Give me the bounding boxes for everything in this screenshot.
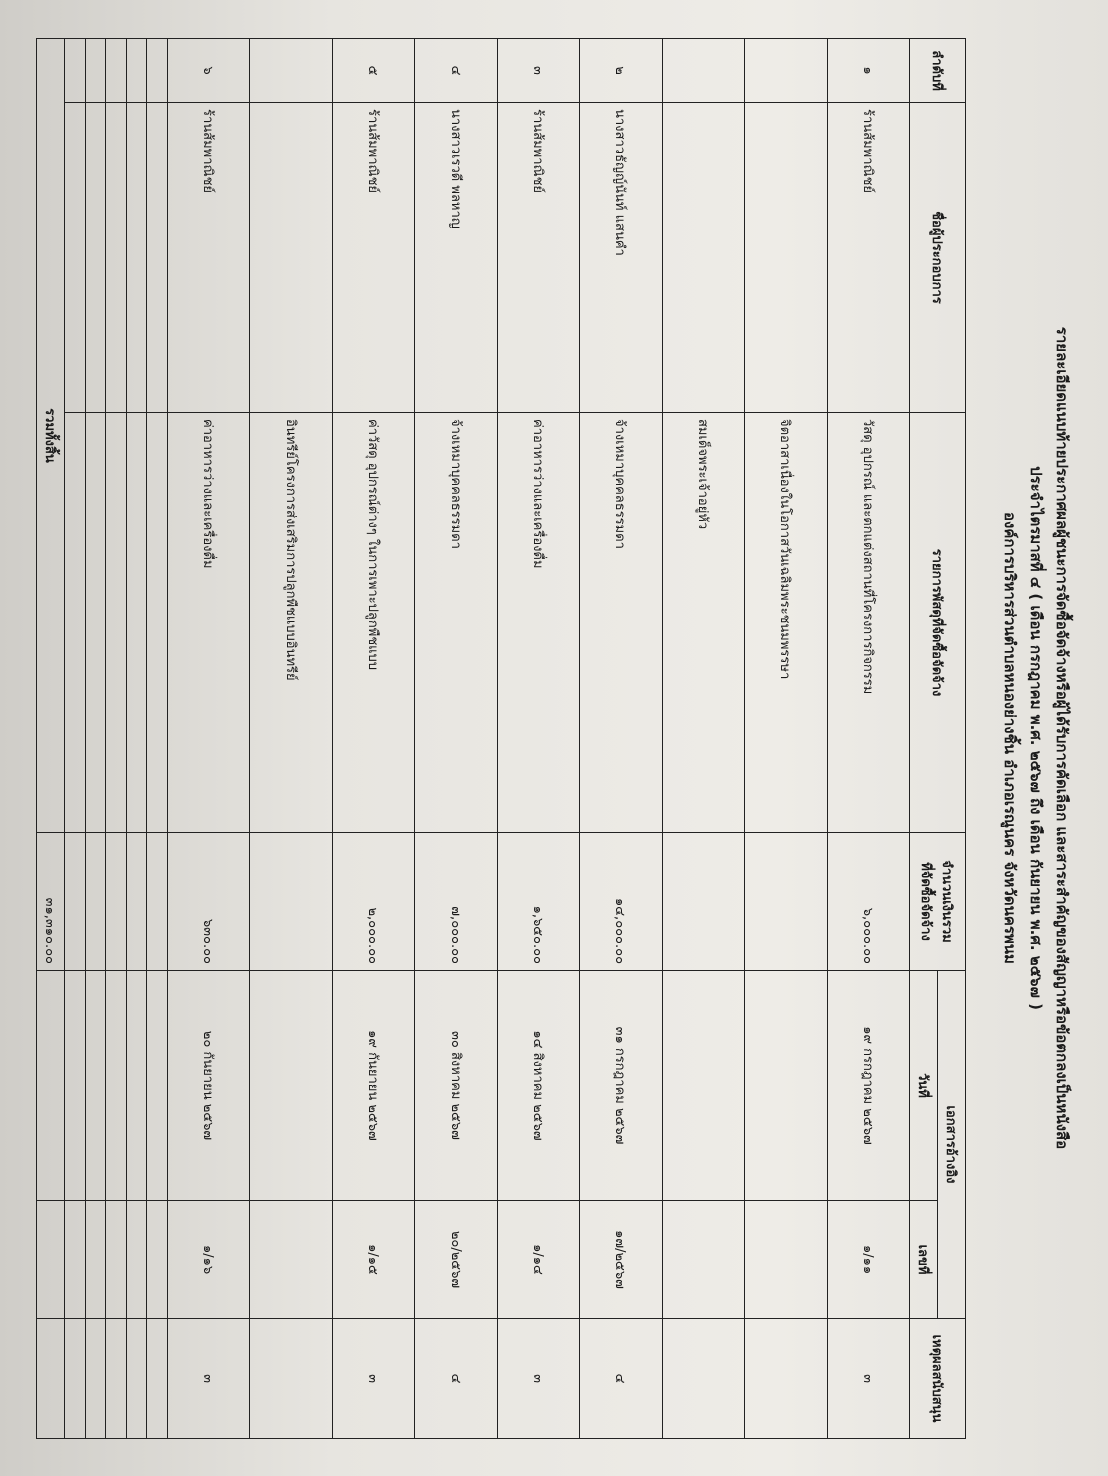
cell-ref-no — [106, 1201, 127, 1319]
cell-date: ๓๑ กรกฎาคม ๒๕๖๗ — [580, 971, 662, 1201]
header-amount-line-2: ที่จัดซื้อจัดจ้าง — [918, 862, 934, 941]
cell-seq — [662, 39, 744, 103]
cell-ref-no — [65, 1201, 86, 1319]
total-empty-reason — [37, 1319, 65, 1439]
cell-vendor: ร้านส้มพาณิชย์ — [497, 103, 579, 413]
total-amount: ๓๑,๓๑๐.๐๐ — [37, 833, 65, 971]
cell-item: ค่าวัสดุ อุปกรณ์ต่างๆ ในการเพาะปลูกพืชแบบ — [332, 413, 414, 833]
header-amount-line-1: จำนวนเงินรวม — [939, 860, 955, 943]
cell-ref-no: ๑/๑๔ — [497, 1201, 579, 1319]
cell-seq: ๑ — [827, 39, 909, 103]
cell-ref-no: ๑๗/๒๕๖๗ — [580, 1201, 662, 1319]
total-label: รวมทั้งสิ้น — [37, 39, 65, 833]
cell-date — [106, 971, 127, 1201]
cell-ref-no — [147, 1201, 168, 1319]
cell-date — [662, 971, 744, 1201]
cell-amount — [106, 833, 127, 971]
cell-item: อินทรีย์โครงการส่งเสริมการปลูกพืชแบบอินทรีย์ — [250, 413, 332, 833]
header-item: รายการพัสดุที่จัดซื้อจัดจ้าง — [910, 413, 966, 833]
cell-item: จิตอาสาเนื่องในโอกาสวันเฉลิมพระชนมพรรษา — [745, 413, 827, 833]
cell-date: ๒๐ กันยายน ๒๕๖๗ — [168, 971, 250, 1201]
cell-vendor: นางสาวเรวดี พลหาญ — [415, 103, 497, 413]
cell-amount: ๗,๐๐๐.๐๐ — [415, 833, 497, 971]
cell-ref-no — [126, 1201, 147, 1319]
cell-date: ๓๐ สิงหาคม ๒๕๖๗ — [415, 971, 497, 1201]
header-ref-no: เลขที่ — [910, 1201, 938, 1319]
doc-title-line-3: องค์การบริหารส่วนตำบลหนองย่างชิ้น อำเภอเรณูนคร จังหวัดนครพนม — [1001, 512, 1019, 964]
header-amount — [910, 833, 966, 971]
table-row — [332, 39, 414, 1439]
cell-item — [147, 413, 168, 833]
table-row — [250, 39, 332, 1439]
cell-reason — [662, 1319, 744, 1439]
document-sheet — [24, 28, 1084, 1448]
cell-amount — [745, 833, 827, 971]
table-row — [65, 39, 86, 1439]
cell-reason — [745, 1319, 827, 1439]
cell-vendor: นางสาวธัญญ์นันท์ แสนคำ — [580, 103, 662, 413]
cell-item — [126, 413, 147, 833]
header-seq: ลำดับที่ — [910, 39, 966, 103]
table-row — [415, 39, 497, 1439]
header-vendor: ชื่อผู้ประกอบการ — [910, 103, 966, 413]
cell-vendor — [65, 103, 86, 413]
table-row — [147, 39, 168, 1439]
cell-vendor: ร้านส้มพาณิชย์ — [168, 103, 250, 413]
cell-reason — [147, 1319, 168, 1439]
cell-item: ค่าอาหารว่างและเครื่องดื่ม — [168, 413, 250, 833]
cell-date: ๑๙ กรกฎาคม ๒๕๖๗ — [827, 971, 909, 1201]
cell-amount — [126, 833, 147, 971]
cell-vendor: ร้านส้มพาณิชย์ — [827, 103, 909, 413]
doc-title-line-1: รายละเอียดแนบท้ายประกาศผลผู้ชนะการจัดซื้อจัดจ้างหรือผู้ได้รับการคัดเลือก และสาระสำคัญของสัญญาหรือข้อตกลงเป็นหนังสือ — [1053, 326, 1071, 1150]
cell-ref-no — [85, 1201, 106, 1319]
cell-ref-no: ๒๐/๒๕๖๗ — [415, 1201, 497, 1319]
cell-item: สมเด็จพระเจ้าอยู่หัว — [662, 413, 744, 833]
cell-reason: ๓ — [332, 1319, 414, 1439]
table-row — [580, 39, 662, 1439]
cell-vendor — [85, 103, 106, 413]
table-row — [745, 39, 827, 1439]
cell-seq — [106, 39, 127, 103]
table-body — [65, 39, 910, 1439]
cell-seq: ๔ — [415, 39, 497, 103]
cell-date: ๑๔ สิงหาคม ๒๕๖๗ — [497, 971, 579, 1201]
cell-seq: ๖ — [168, 39, 250, 103]
cell-date — [745, 971, 827, 1201]
cell-date: ๑๙ กันยายน ๒๕๖๗ — [332, 971, 414, 1201]
cell-vendor — [745, 103, 827, 413]
cell-vendor — [126, 103, 147, 413]
table-row — [126, 39, 147, 1439]
cell-item — [106, 413, 127, 833]
table-row — [85, 39, 106, 1439]
cell-seq: ๕ — [332, 39, 414, 103]
cell-amount: ๖,๐๐๐.๐๐ — [827, 833, 909, 971]
cell-date — [126, 971, 147, 1201]
header-ref-group: เอกสารอ้างอิง — [938, 971, 966, 1319]
table-row — [497, 39, 579, 1439]
cell-reason: ๔ — [580, 1319, 662, 1439]
cell-ref-no — [662, 1201, 744, 1319]
cell-amount: ๑๔,๐๐๐.๐๐ — [580, 833, 662, 971]
table-row — [827, 39, 909, 1439]
cell-amount: ๑,๖๕๐.๐๐ — [497, 833, 579, 971]
table-row — [662, 39, 744, 1439]
cell-reason: ๔ — [415, 1319, 497, 1439]
cell-vendor — [662, 103, 744, 413]
cell-date — [65, 971, 86, 1201]
cell-vendor: ร้านส้มพาณิชย์ — [332, 103, 414, 413]
cell-reason — [250, 1319, 332, 1439]
cell-amount — [662, 833, 744, 971]
table-row — [168, 39, 250, 1439]
cell-seq — [126, 39, 147, 103]
header-row-1 — [938, 39, 966, 1439]
cell-item: จ้างเหมาบุคคลธรรมดา — [580, 413, 662, 833]
cell-date — [147, 971, 168, 1201]
cell-ref-no: ๑/๑๑ — [827, 1201, 909, 1319]
header-reason: เหตุผลสนับสนุน — [910, 1319, 966, 1439]
cell-reason: ๓ — [827, 1319, 909, 1439]
cell-item: ค่าอาหารว่างและเครื่องดื่ม — [497, 413, 579, 833]
cell-ref-no: ๑/๑๕ — [332, 1201, 414, 1319]
cell-reason — [106, 1319, 127, 1439]
cell-item — [65, 413, 86, 833]
cell-amount — [250, 833, 332, 971]
cell-item — [85, 413, 106, 833]
cell-seq — [250, 39, 332, 103]
procurement-table — [36, 38, 966, 1439]
cell-amount: ๒,๐๐๐.๐๐ — [332, 833, 414, 971]
table-row — [106, 39, 127, 1439]
cell-seq — [85, 39, 106, 103]
cell-amount — [147, 833, 168, 971]
cell-item: วัสดุ อุปกรณ์ และตกแต่งสถานที่โครงการกิจกรรม — [827, 413, 909, 833]
cell-reason — [65, 1319, 86, 1439]
cell-vendor — [250, 103, 332, 413]
cell-amount — [85, 833, 106, 971]
cell-reason — [85, 1319, 106, 1439]
doc-title-line-2: ประจำไตรมาสที่ ๔ ( เดือน กรกฎาคม พ.ศ. ๒๕๖๗ ถึง เดือน กันยายน พ.ศ. ๒๕๖๗ ) — [1027, 466, 1045, 1010]
cell-seq: ๓ — [497, 39, 579, 103]
cell-seq: ๒ — [580, 39, 662, 103]
total-row — [37, 39, 65, 1439]
cell-vendor — [106, 103, 127, 413]
cell-amount — [65, 833, 86, 971]
cell-seq — [65, 39, 86, 103]
cell-seq — [147, 39, 168, 103]
cell-date — [85, 971, 106, 1201]
cell-ref-no: ๑/๑๖ — [168, 1201, 250, 1319]
total-empty-date — [37, 971, 65, 1201]
cell-reason: ๓ — [497, 1319, 579, 1439]
total-empty-ref — [37, 1201, 65, 1319]
cell-item: จ้างเหมาบุคคลธรรมดา — [415, 413, 497, 833]
cell-amount: ๖๓๐.๐๐ — [168, 833, 250, 971]
header-date: วันที่ — [910, 971, 938, 1201]
cell-ref-no — [250, 1201, 332, 1319]
cell-seq — [745, 39, 827, 103]
cell-vendor — [147, 103, 168, 413]
cell-reason: ๓ — [168, 1319, 250, 1439]
cell-reason — [126, 1319, 147, 1439]
cell-ref-no — [745, 1201, 827, 1319]
cell-date — [250, 971, 332, 1201]
